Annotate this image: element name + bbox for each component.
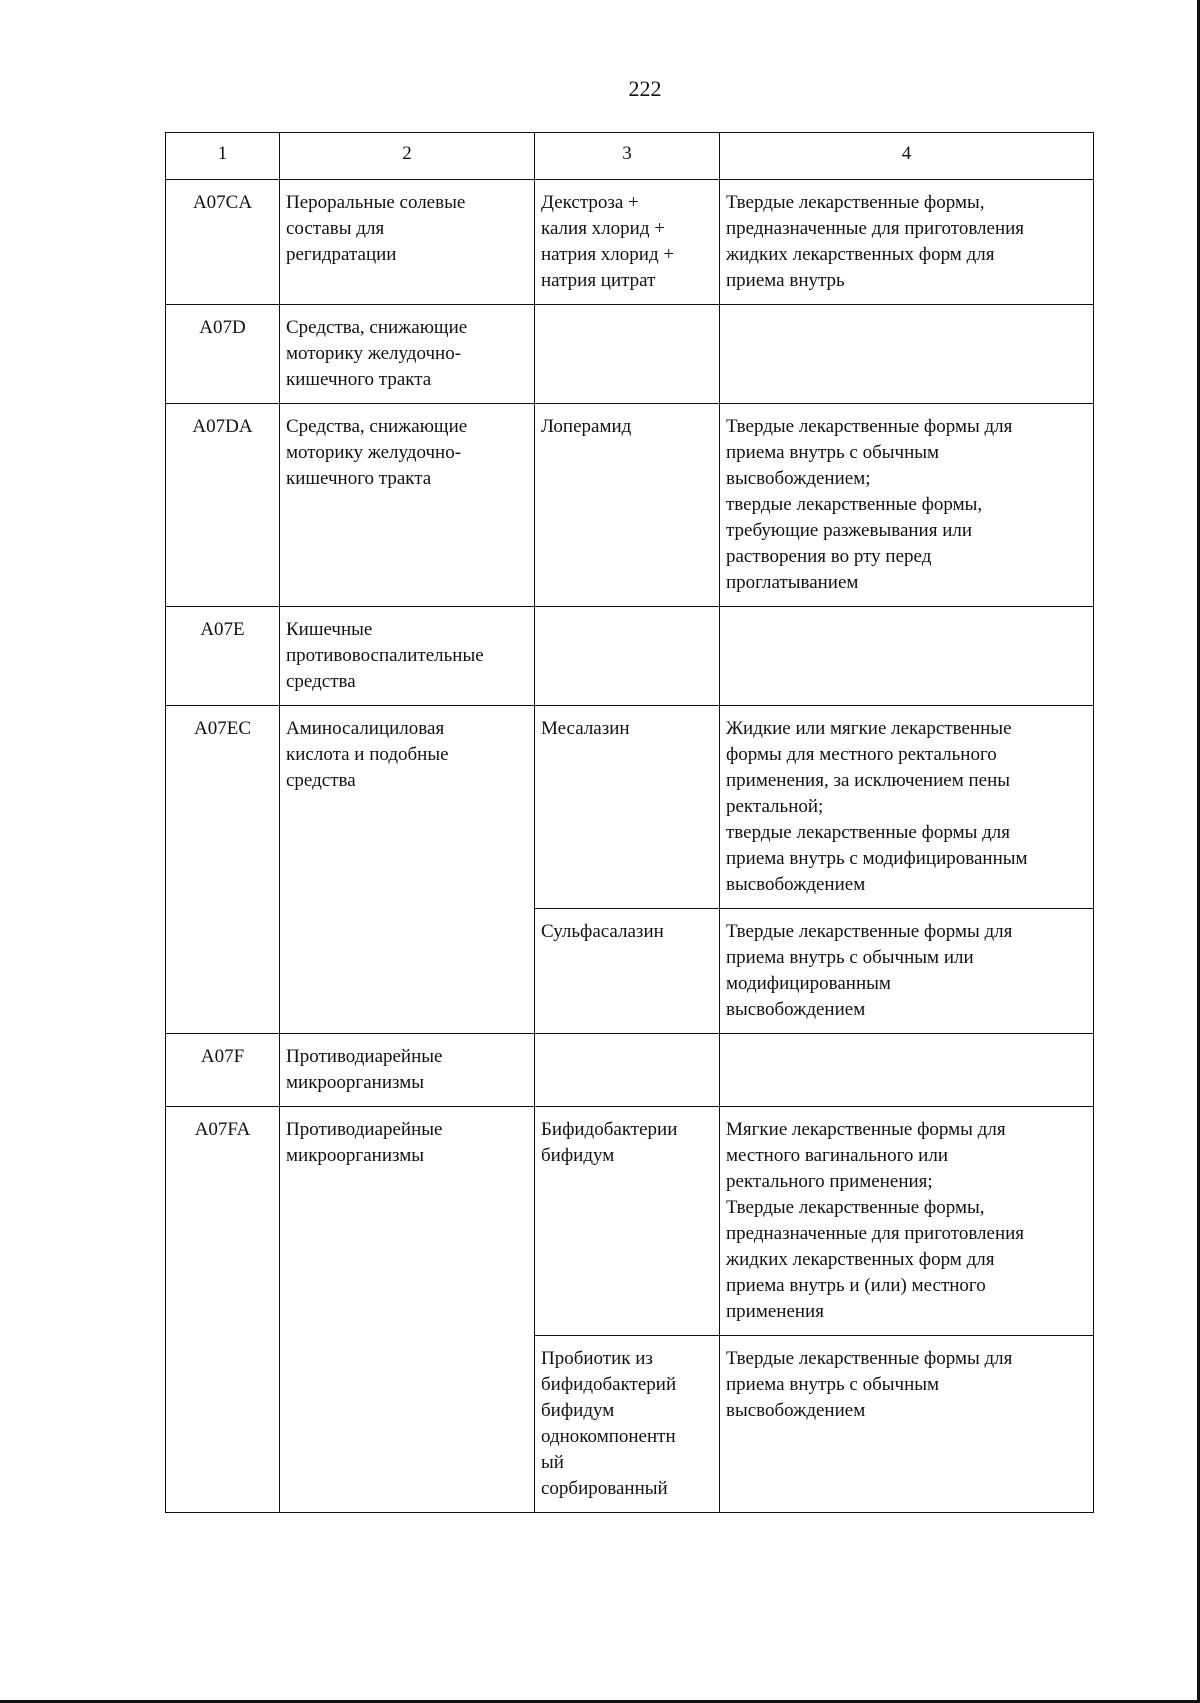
group-name: Аминосалициловая кислота и подобные средства — [280, 706, 535, 1034]
atc-code: A07D — [166, 305, 280, 404]
dosage-forms: Твердые лекарственные формы для приема внутрь с обычным или модифицированным высвобождением — [720, 909, 1094, 1034]
header-col-3: 3 — [535, 133, 720, 180]
table-row — [166, 180, 1094, 305]
table-row — [166, 404, 1094, 607]
dosage-forms — [720, 607, 1094, 706]
group-name: Кишечные противовоспалительные средства — [280, 607, 535, 706]
active-substance: Бифидобактерии бифидум — [535, 1107, 720, 1336]
table-row — [166, 706, 1094, 909]
header-col-4: 4 — [720, 133, 1094, 180]
header-col-2: 2 — [280, 133, 535, 180]
group-name: Средства, снижающие моторику желудочно- кишечного тракта — [280, 404, 535, 607]
atc-code: A07DA — [166, 404, 280, 607]
header-col-1: 1 — [166, 133, 280, 180]
dosage-forms: Твердые лекарственные формы, предназначенные для приготовления жидких лекарственных форм для приема внутрь — [720, 180, 1094, 305]
dosage-forms: Мягкие лекарственные формы для местного вагинального или ректального применения; Твердые лекарственные формы, предназначенные для приготовления жидких лекарственных форм для приема внутрь и (или) местного применения — [720, 1107, 1094, 1336]
atc-code: A07F — [166, 1034, 280, 1107]
page-number: 222 — [628, 76, 662, 101]
active-substance — [535, 305, 720, 404]
active-substance: Сульфасалазин — [535, 909, 720, 1034]
table-row — [166, 1034, 1094, 1107]
dosage-forms: Твердые лекарственные формы для приема внутрь с обычным высвобождением — [720, 1336, 1094, 1513]
dosage-forms — [720, 305, 1094, 404]
atc-code: A07E — [166, 607, 280, 706]
active-substance — [535, 607, 720, 706]
active-substance: Месалазин — [535, 706, 720, 909]
dosage-forms: Жидкие или мягкие лекарственные формы для местного ректального применения, за исключением пены ректальной; твердые лекарственные формы для приема внутрь с модифицированным высвобождением — [720, 706, 1094, 909]
active-substance: Пробиотик из бифидобактерий бифидум однокомпонентн ый сорбированный — [535, 1336, 720, 1513]
table-header-row — [166, 133, 1094, 180]
group-name: Противодиарейные микроорганизмы — [280, 1107, 535, 1513]
dosage-forms: Твердые лекарственные формы для приема внутрь с обычным высвобождением; твердые лекарственные формы, требующие разжевывания или растворения во рту перед проглатыванием — [720, 404, 1094, 607]
table-row — [166, 607, 1094, 706]
dosage-forms — [720, 1034, 1094, 1107]
group-name: Противодиарейные микроорганизмы — [280, 1034, 535, 1107]
group-name: Средства, снижающие моторику желудочно- кишечного тракта — [280, 305, 535, 404]
drug-table — [165, 132, 1094, 1513]
atc-code: A07CA — [166, 180, 280, 305]
active-substance: Декстроза + калия хлорид + натрия хлорид + натрия цитрат — [535, 180, 720, 305]
active-substance — [535, 1034, 720, 1107]
table-row — [166, 305, 1094, 404]
table-row — [166, 1107, 1094, 1336]
atc-code: A07EC — [166, 706, 280, 1034]
group-name: Пероральные солевые составы для регидратации — [280, 180, 535, 305]
atc-code: A07FA — [166, 1107, 280, 1513]
active-substance: Лоперамид — [535, 404, 720, 607]
